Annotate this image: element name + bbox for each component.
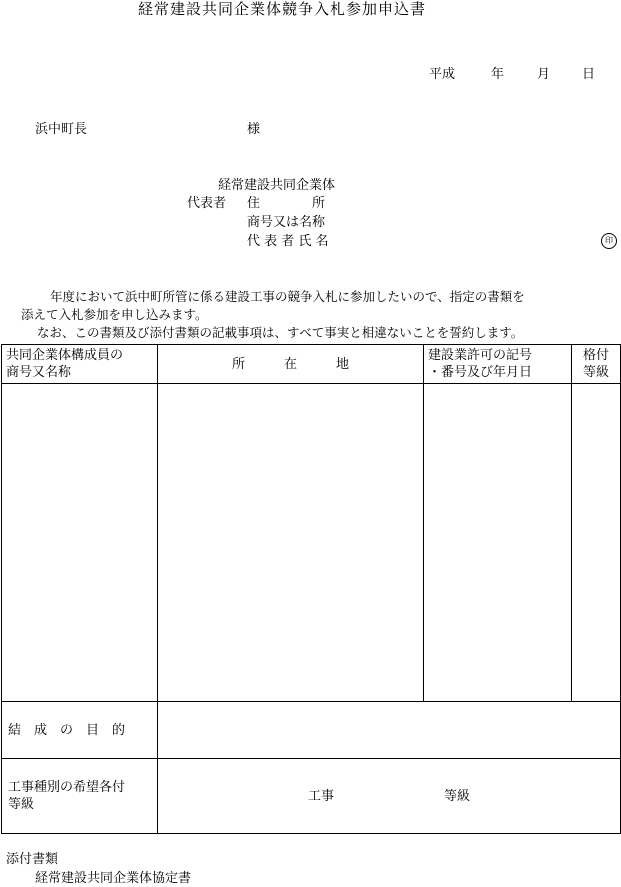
address-label: 住 所 xyxy=(247,196,326,211)
member-table xyxy=(1,344,621,834)
addressee-honorific: 様 xyxy=(247,122,261,137)
desired-grade-label-line1: 工事種別の希望各付 xyxy=(8,780,126,795)
date-era: 平成 xyxy=(429,67,456,82)
body-line-3: なお、この書類及び添付書類の記載事項は、すべて事実と相違ないことを誓約します。 xyxy=(37,325,524,340)
header-license-line1: 建設業許可の記号 xyxy=(428,348,533,363)
date-day: 日 xyxy=(582,67,596,82)
member-license-cell[interactable] xyxy=(424,384,572,702)
header-member-name xyxy=(2,345,158,384)
header-member-name-line1: 共同企業体構成員の xyxy=(6,348,124,363)
body-line-1: 年度において浜中町所管に係る建設工事の競争入札に参加したいので、指定の書類を xyxy=(50,289,525,304)
attachments-heading: 添付書類 xyxy=(6,852,59,867)
date-year: 年 xyxy=(491,67,505,82)
member-location-cell[interactable] xyxy=(158,384,424,702)
desired-grade-label-line2: 等級 xyxy=(8,797,35,812)
member-name-cell[interactable] xyxy=(2,384,158,702)
work-type-label: 工事 xyxy=(308,789,335,804)
header-license xyxy=(424,345,572,384)
body-line-2: 添えて入札参加を申し込みます。 xyxy=(21,307,208,322)
date-month: 月 xyxy=(537,67,551,82)
header-member-name-line2: 商号又名称 xyxy=(6,365,72,380)
representative-label: 代表者 xyxy=(187,196,227,211)
header-grade-line2: 等級 xyxy=(582,365,609,380)
grade-value-label: 等級 xyxy=(444,789,471,804)
header-grade-line1: 格付 xyxy=(582,348,609,363)
header-license-line2: ・番号及び年月日 xyxy=(428,365,533,380)
purpose-label: 結 成 の 目 的 xyxy=(2,702,158,759)
header-grade xyxy=(572,345,621,384)
header-location: 所 在 地 xyxy=(158,345,424,384)
representative-name-label: 代 表 者 氏 名 xyxy=(247,234,329,249)
addressee-name: 浜中町長 xyxy=(35,122,88,137)
document-title: 経常建設共同企業体競争入札参加申込書 xyxy=(138,0,427,18)
desired-grade-label xyxy=(2,759,158,834)
member-grade-cell[interactable] xyxy=(572,384,621,702)
company-name-label: 商号又は名称 xyxy=(247,215,326,230)
seal-mark: 印 xyxy=(601,233,617,249)
jv-label: 経常建設共同企業体 xyxy=(218,178,336,193)
desired-grade-cell[interactable] xyxy=(158,759,621,834)
purpose-cell[interactable] xyxy=(158,702,621,759)
attachment-item: 経常建設共同企業体協定書 xyxy=(35,871,192,886)
